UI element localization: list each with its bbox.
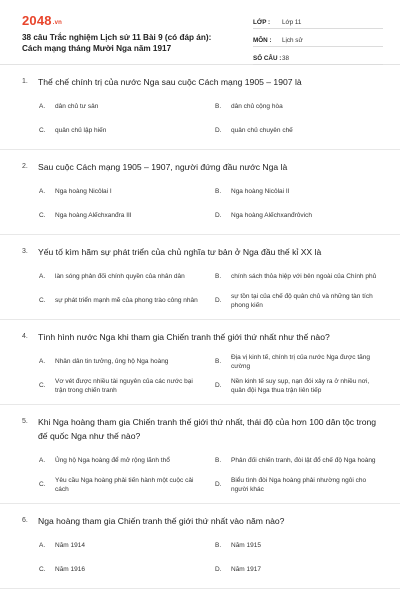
- answer-option[interactable]: [215, 449, 391, 473]
- answer-option[interactable]: [215, 95, 391, 119]
- option-text: quân chủ chuyên chế: [231, 127, 293, 135]
- option-letter: B.: [215, 188, 222, 196]
- option-text: Ủng hộ Nga hoàng để mở rộng lãnh thổ: [55, 457, 170, 465]
- option-letter: C.: [39, 297, 46, 305]
- answer-option[interactable]: [39, 350, 215, 374]
- answer-option[interactable]: [215, 374, 391, 398]
- answer-option[interactable]: [39, 289, 215, 313]
- question-number: 2.: [22, 163, 28, 170]
- answer-options: [22, 449, 382, 497]
- option-letter: D.: [215, 382, 222, 390]
- option-letter: B.: [215, 358, 222, 366]
- option-text: sự tồn tại của chế độ quân chủ và những tàn tích phong kiến: [231, 292, 373, 309]
- answer-option[interactable]: [215, 534, 391, 558]
- option-letter: C.: [39, 566, 46, 574]
- option-letter: A.: [39, 457, 46, 465]
- question-header: [22, 415, 382, 443]
- meta-row-class: [253, 14, 383, 29]
- question-item: [0, 235, 400, 320]
- answer-option[interactable]: [39, 119, 215, 143]
- answer-options: [22, 534, 382, 582]
- document-title: 38 câu Trắc nghiệm Lịch sử 11 Bài 9 (có đáp án): Cách mạng tháng Mười Nga năm 1917: [22, 33, 212, 53]
- site-logo[interactable]: [22, 13, 62, 28]
- answer-option[interactable]: [39, 534, 215, 558]
- answer-option[interactable]: [215, 289, 391, 313]
- answer-option[interactable]: [39, 473, 215, 497]
- question-item: [0, 405, 400, 504]
- option-letter: D.: [215, 566, 222, 574]
- option-text: Năm 1916: [55, 566, 85, 574]
- option-text: sự phát triển mạnh mẽ của phong trào công nhân: [55, 297, 198, 305]
- option-letter: D.: [215, 127, 222, 135]
- question-header: [22, 160, 382, 174]
- option-letter: B.: [215, 542, 222, 550]
- answer-option[interactable]: [39, 374, 215, 398]
- meta-row-subject: [253, 32, 383, 47]
- meta-row-count: [253, 50, 383, 65]
- answer-option[interactable]: [39, 265, 215, 289]
- answer-option[interactable]: [215, 473, 391, 497]
- option-letter: D.: [215, 297, 222, 305]
- subject-label: MÔN :: [253, 37, 272, 44]
- answer-option[interactable]: [215, 265, 391, 289]
- answer-options: [22, 265, 382, 313]
- option-text: Vơ vét được nhiều tài nguyên của các nước bại trận trong chiến tranh: [55, 377, 193, 394]
- answer-option[interactable]: [215, 558, 391, 582]
- answer-option[interactable]: [39, 449, 215, 473]
- option-text: Biểu tình đòi Nga hoàng phải nhường ngôi cho người khác: [231, 476, 367, 493]
- question-item: [0, 504, 400, 589]
- answer-option[interactable]: [39, 558, 215, 582]
- question-header: [22, 245, 382, 259]
- answer-option[interactable]: [215, 204, 391, 228]
- logo-suffix: .vn: [52, 20, 63, 26]
- question-number: 1.: [22, 78, 28, 85]
- answer-option[interactable]: [215, 350, 391, 374]
- page-header: [0, 0, 400, 65]
- option-text: Nga hoàng Nicôlai II: [231, 188, 290, 196]
- option-letter: B.: [215, 103, 222, 111]
- option-text: Năm 1917: [231, 566, 261, 574]
- answer-option[interactable]: [39, 204, 215, 228]
- question-item: [0, 320, 400, 405]
- option-text: Yêu cầu Nga hoàng phải tiến hành một cuộc cải cách: [55, 476, 194, 493]
- subject-value: Lịch sử: [282, 37, 303, 44]
- option-letter: A.: [39, 273, 46, 281]
- option-letter: A.: [39, 188, 46, 196]
- option-text: Nhân dân tin tưởng, ủng hộ Nga hoàng: [55, 358, 169, 366]
- option-letter: A.: [39, 103, 46, 111]
- option-letter: D.: [215, 481, 222, 489]
- question-number: 6.: [22, 517, 28, 524]
- option-text: Phản đối chiến tranh, đòi lật đổ chế độ Nga hoàng: [231, 457, 376, 465]
- question-number: 5.: [22, 418, 28, 425]
- option-letter: B.: [215, 457, 222, 465]
- answer-option[interactable]: [39, 180, 215, 204]
- question-text: Nga hoàng tham gia Chiến tranh thế giới thứ nhất vào năm nào?: [38, 516, 285, 526]
- question-item: [0, 65, 400, 150]
- answer-options: [22, 350, 382, 398]
- answer-option[interactable]: [39, 95, 215, 119]
- option-letter: C.: [39, 212, 46, 220]
- question-text: Sau cuộc Cách mạng 1905 – 1907, người đứng đầu nước Nga là: [38, 162, 288, 172]
- class-label: LỚP :: [253, 19, 271, 26]
- option-letter: D.: [215, 212, 222, 220]
- option-text: Năm 1914: [55, 542, 85, 550]
- question-text: Thể chế chính trị của nước Nga sau cuộc Cách mạng 1905 – 1907 là: [38, 77, 302, 87]
- option-text: dân chủ cộng hòa: [231, 103, 283, 111]
- question-list: [0, 65, 400, 589]
- option-text: Nga hoàng Alếchxanđrôvich: [231, 212, 312, 220]
- option-letter: C.: [39, 382, 46, 390]
- option-text: Năm 1915: [231, 542, 261, 550]
- question-text: Yếu tố kìm hãm sự phát triển của chủ nghĩa tư bản ở Nga đầu thế kỉ XX là: [38, 247, 322, 257]
- option-text: Địa vị kinh tế, chính trị của nước Nga được tăng cường: [231, 353, 370, 370]
- option-letter: C.: [39, 481, 46, 489]
- question-text: Tình hình nước Nga khi tham gia Chiến tranh thế giới thứ nhất như thế nào?: [38, 332, 330, 342]
- option-letter: A.: [39, 542, 46, 550]
- option-text: làn sóng phản đối chính quyền của nhân dân: [55, 273, 185, 281]
- count-label: SỐ CÂU :: [253, 55, 282, 62]
- option-text: Nền kinh tế suy sụp, nạn đói xảy ra ở nhiều nơi, quân đội Nga thua trận liên tiếp: [231, 377, 370, 394]
- answer-options: [22, 95, 382, 143]
- question-header: [22, 514, 382, 528]
- answer-option[interactable]: [215, 119, 391, 143]
- question-text: Khi Nga hoàng tham gia Chiến tranh thế giới thứ nhất, thái độ của hơn 100 dân tộc trong đế quốc Nga như thế nào?: [38, 417, 377, 441]
- question-number: 3.: [22, 248, 28, 255]
- answer-option[interactable]: [215, 180, 391, 204]
- question-number: 4.: [22, 333, 28, 340]
- answer-options: [22, 180, 382, 228]
- meta-info: [253, 14, 383, 68]
- option-letter: B.: [215, 273, 222, 281]
- option-text: Nga hoàng Alếchxanđra III: [55, 212, 132, 220]
- option-letter: C.: [39, 127, 46, 135]
- question-header: [22, 75, 382, 89]
- option-letter: A.: [39, 358, 46, 366]
- option-text: Nga hoàng Nicôlai I: [55, 188, 112, 196]
- count-value: 38: [282, 55, 290, 62]
- option-text: dân chủ tư sản: [55, 103, 99, 111]
- question-item: [0, 150, 400, 235]
- question-header: [22, 330, 382, 344]
- option-text: quân chủ lập hiến: [55, 127, 107, 135]
- logo-text: 2048: [22, 13, 52, 28]
- option-text: chính sách thỏa hiệp với bên ngoài của Chính phủ: [231, 273, 377, 281]
- class-value: Lớp 11: [282, 19, 302, 26]
